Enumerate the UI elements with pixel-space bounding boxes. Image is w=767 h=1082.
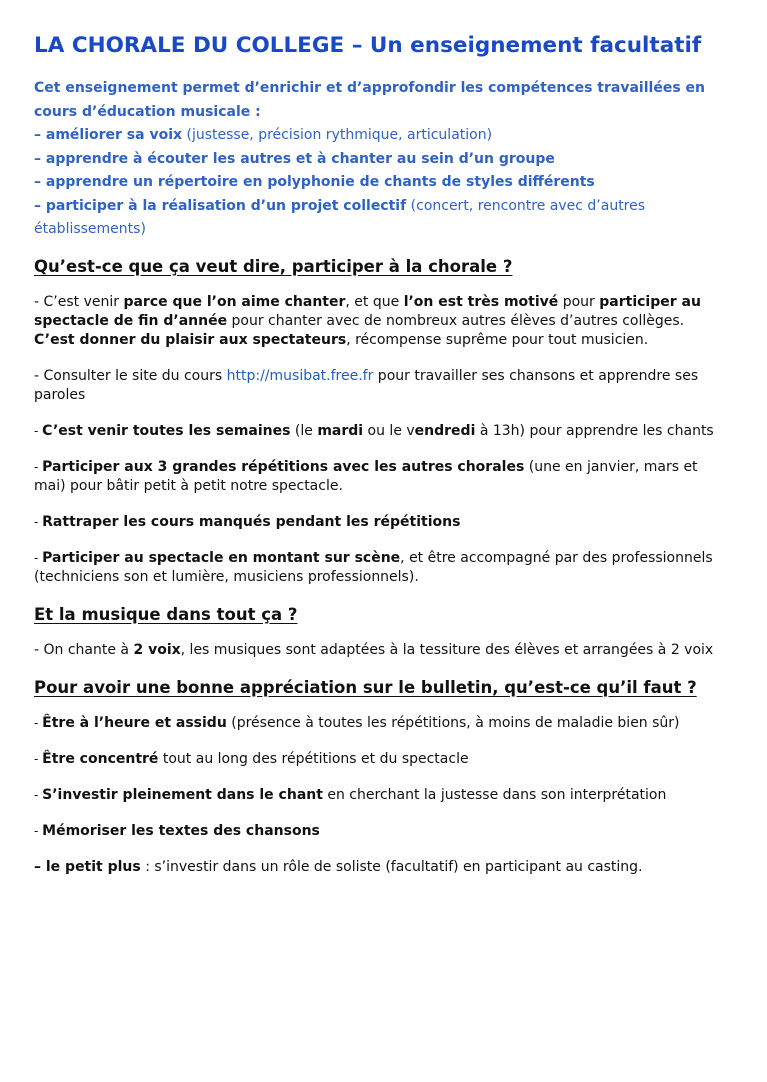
paragraph: - Rattraper les cours manqués pendant les répétitions <box>34 513 461 530</box>
section-heading-music: Et la musique dans tout ça ? <box>34 604 298 624</box>
section-heading-participation: Qu’est-ce que ça veut dire, participer à la chorale ? <box>34 256 513 276</box>
page-title: LA CHORALE DU COLLEGE – Un enseignement facultatif <box>34 33 702 58</box>
intro-block <box>34 77 729 242</box>
section-heading-evaluation: Pour avoir une bonne appréciation sur le bulletin, qu’est-ce qu’il faut ? <box>34 677 697 697</box>
intro-item: – participer à la réalisation d’un projet collectif (concert, rencontre avec d’autres établissements) <box>34 197 646 237</box>
intro-lead: Cet enseignement permet d’enrichir et d’approfondir les compétences travaillées en cours d’éducation musicale : <box>34 80 705 120</box>
paragraph: - C’est venir toutes les semaines (le mardi ou le vendredi à 13h) pour apprendre les chants <box>34 422 714 439</box>
paragraph: – le petit plus : s’investir dans un rôle de soliste (facultatif) en participant au casting. <box>34 858 643 875</box>
intro-item: – apprendre à écouter les autres et à chanter au sein d’un groupe <box>34 150 555 167</box>
intro-item: – apprendre un répertoire en polyphonie de chants de styles différents <box>34 174 595 190</box>
paragraph: - Être concentré tout au long des répétitions et du spectacle <box>34 750 469 767</box>
intro-item: – améliorer sa voix (justesse, précision rythmique, articulation) <box>34 127 493 143</box>
paragraph: - Consulter le site du cours http://musibat.free.fr pour travailler ses chansons et apprendre ses paroles <box>34 367 699 403</box>
paragraph: - Participer aux 3 grandes répétitions avec les autres chorales (une en janvier, mars et mai) pour bâtir petit à petit notre spectacle. <box>34 458 698 494</box>
paragraph: - C’est venir parce que l’on aime chanter, et que l’on est très motivé pour participer au spectacle de fin d’année pour chanter avec de nombreux autres élèves d’autres collèges. C’est donner du plaisir aux spectateurs, récompense suprême pour tout musicien. <box>34 293 701 348</box>
paragraph: - Participer au spectacle en montant sur scène, et être accompagné par des professionnels (techniciens son et lumière, musiciens professionnels). <box>34 549 713 585</box>
paragraph: - Être à l’heure et assidu (présence à toutes les répétitions, à moins de maladie bien sûr) <box>34 714 680 731</box>
paragraph: - On chante à 2 voix, les musiques sont adaptées à la tessiture des élèves et arrangées à 2 voix <box>34 641 714 658</box>
paragraph: - S’investir pleinement dans le chant en cherchant la justesse dans son interprétation <box>34 786 667 803</box>
course-site-link[interactable]: http://musibat.free.fr <box>226 367 374 384</box>
paragraph: - Mémoriser les textes des chansons <box>34 822 320 839</box>
